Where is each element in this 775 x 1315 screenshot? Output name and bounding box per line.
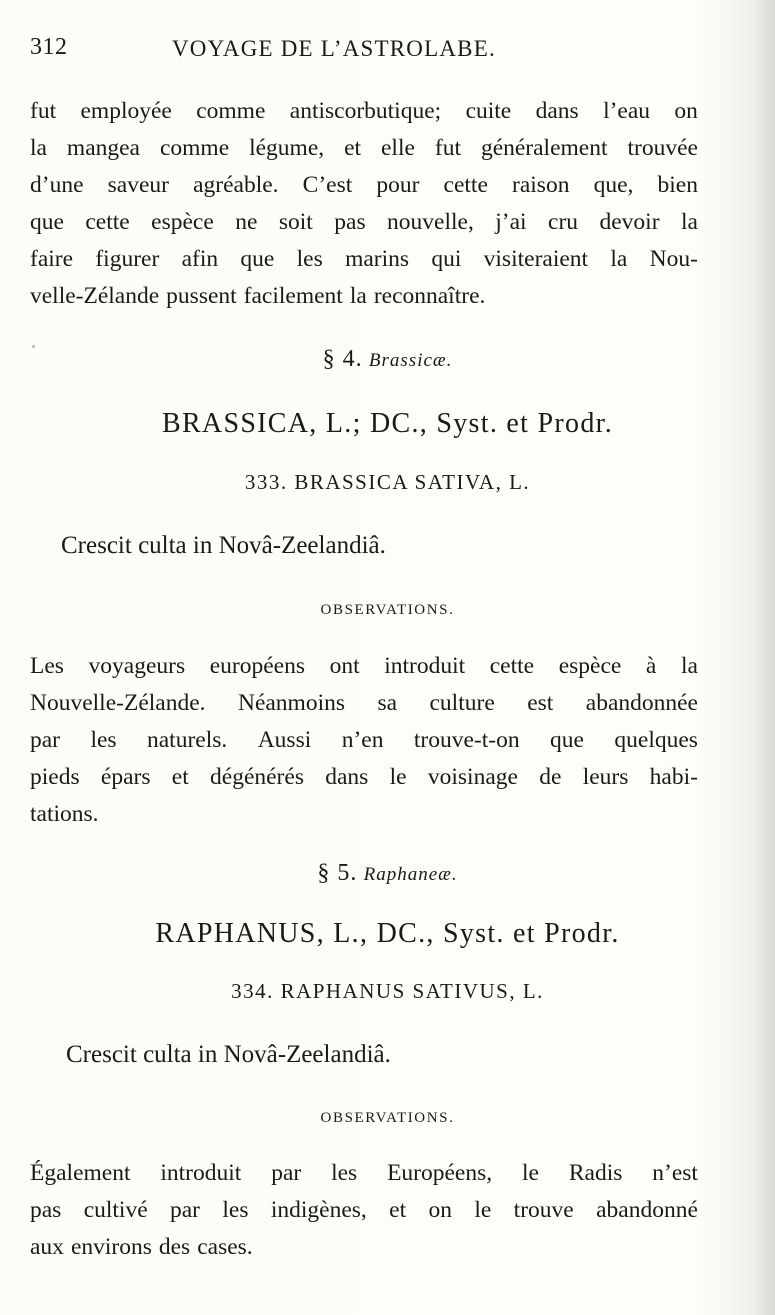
word: tations.: [30, 801, 99, 827]
text-line: [30, 130, 698, 167]
text-line: [30, 685, 698, 722]
word: on: [428, 1197, 452, 1223]
word: on: [674, 98, 698, 124]
word: habi-: [649, 764, 698, 790]
text-line: [30, 204, 698, 241]
word: C’est: [302, 172, 353, 198]
word: naturels.: [147, 727, 228, 753]
word: employée: [80, 98, 172, 124]
habitat-note-brassica: Crescit culta in Novâ-Zeelandiâ.: [61, 532, 386, 559]
word: pour: [376, 172, 420, 198]
observations-heading-text: OBSERVATIONS.: [320, 602, 455, 618]
word: que,: [593, 172, 634, 198]
genus-heading-brassica: BRASSICA, L.; DC., Syst. et Prodr.: [161, 408, 614, 439]
observations-heading: [0, 602, 775, 619]
word: que: [30, 209, 64, 235]
paragraph-antiscorbutic: [30, 93, 698, 315]
observations-heading-text: OBSERVATIONS.: [320, 1110, 455, 1126]
word: n’en: [341, 727, 384, 753]
word: cette: [85, 209, 130, 235]
word: raison: [512, 172, 570, 198]
word: cases.: [197, 1234, 253, 1260]
word: fut: [30, 98, 57, 124]
word: par: [170, 1197, 201, 1223]
word: épars: [100, 764, 151, 790]
word: comme: [196, 98, 266, 124]
word: les: [296, 246, 323, 272]
word: trouvée: [627, 135, 698, 161]
word: culture: [429, 690, 495, 716]
word: d’une: [30, 172, 84, 198]
word: facilement: [243, 283, 343, 309]
word: est: [527, 690, 554, 716]
word: et: [344, 135, 362, 161]
page-header: [30, 34, 725, 74]
word: abandonné: [596, 1197, 698, 1223]
word: pas: [30, 1197, 62, 1223]
word: agréable.: [193, 172, 279, 198]
word: indigènes,: [270, 1197, 367, 1223]
word: Nouvelle-Zélande.: [30, 690, 206, 716]
text-line: [30, 796, 698, 833]
word: Néanmoins: [237, 690, 346, 716]
word: reconnaître.: [373, 283, 486, 309]
word: trouve: [513, 1197, 574, 1223]
text-line: [30, 93, 698, 130]
word: cultivé: [83, 1197, 148, 1223]
word: l’eau: [603, 98, 651, 124]
word: nouvelle,: [387, 209, 474, 235]
word: environs: [70, 1234, 152, 1260]
word: les: [222, 1197, 249, 1223]
word: introduit: [160, 1160, 242, 1186]
word: figurer: [95, 246, 160, 272]
word: et: [389, 1197, 407, 1223]
word: j’ai: [495, 209, 527, 235]
word: Nou-: [649, 246, 698, 272]
word: la: [30, 135, 47, 161]
word: voisinage: [427, 764, 518, 790]
word: velle-Zélande: [30, 283, 160, 309]
word: la: [349, 283, 367, 309]
word: trouve-t-on: [413, 727, 520, 753]
word: comme: [159, 135, 230, 161]
word: légume,: [249, 135, 325, 161]
word: ne: [235, 209, 258, 235]
word: pussent: [166, 283, 237, 309]
word: dans: [325, 764, 369, 790]
word: de: [539, 764, 562, 790]
word: espèce: [151, 209, 214, 235]
word: cru: [548, 209, 579, 235]
word: par: [30, 727, 61, 753]
word: saveur: [107, 172, 169, 198]
observations-heading: [0, 1110, 775, 1127]
word: qui: [431, 246, 462, 272]
word: introduit: [384, 653, 466, 679]
text-line: [30, 278, 698, 315]
genus-heading-raphanus: RAPHANUS, L., DC., Syst. et Prodr.: [155, 918, 620, 949]
word: soit: [278, 209, 313, 235]
word: espèce: [558, 653, 622, 679]
word: pieds: [30, 764, 80, 790]
text-line: [30, 722, 698, 759]
word: généralement: [480, 135, 608, 161]
word: afin: [181, 246, 219, 272]
word: sa: [377, 690, 398, 716]
page-number: 312: [30, 34, 68, 60]
word: Radis: [568, 1160, 623, 1186]
word: et: [171, 764, 189, 790]
word: elle: [381, 135, 415, 161]
word: Aussi: [257, 727, 312, 753]
word: voyageurs: [88, 653, 186, 679]
word: quelques: [614, 727, 698, 753]
text-line: [30, 241, 698, 278]
word: visiteraient: [483, 246, 589, 272]
word: cuite: [465, 98, 512, 124]
word: mangea: [66, 135, 140, 161]
word: aux: [30, 1234, 64, 1260]
word: abandonnée: [585, 690, 698, 716]
word: fut: [434, 135, 461, 161]
word: bien: [657, 172, 698, 198]
section-heading-raphaneae: [0, 860, 775, 887]
running-head: VOYAGE DE L’ASTROLABE.: [172, 36, 496, 61]
word: devoir: [599, 209, 660, 235]
word: leurs: [582, 764, 629, 790]
word: le: [522, 1160, 539, 1186]
word: européens: [209, 653, 305, 679]
section-number: § 5.: [317, 860, 358, 886]
word: faire: [30, 246, 74, 272]
text-line: [30, 1192, 698, 1229]
word: dégénérés: [210, 764, 304, 790]
word: des: [158, 1234, 191, 1260]
word: ont: [329, 653, 360, 679]
word: antiscorbutique;: [289, 98, 442, 124]
word: Européens,: [387, 1160, 493, 1186]
species-heading-brassica-sativa: 333. BRASSICA SATIVA, L.: [244, 470, 531, 494]
word: la: [610, 246, 628, 272]
habitat-note-raphanus: Crescit culta in Novâ-Zeelandiâ.: [66, 1041, 391, 1068]
word: pas: [334, 209, 366, 235]
word: que: [240, 246, 275, 272]
word: marins: [345, 246, 410, 272]
text-line: [30, 648, 698, 685]
word: le: [474, 1197, 492, 1223]
text-line: [30, 1155, 698, 1192]
word: à: [645, 653, 657, 679]
paragraph-brassica-observations: [30, 648, 698, 833]
text-line: [30, 1229, 698, 1266]
word: les: [90, 727, 117, 753]
word: dans: [535, 98, 579, 124]
word: Les: [30, 653, 64, 679]
word: n’est: [652, 1160, 698, 1186]
section-name: Raphaneæ.: [363, 864, 458, 885]
word: les: [331, 1160, 358, 1186]
word: cette: [489, 653, 535, 679]
word: cette: [443, 172, 488, 198]
text-line: [30, 759, 698, 796]
species-heading-raphanus-sativus: 334. RAPHANUS SATIVUS, L.: [231, 979, 544, 1003]
word: la: [680, 209, 698, 235]
paragraph-raphanus-observations: [30, 1155, 698, 1266]
section-number: § 4.: [322, 346, 363, 372]
word: que: [550, 727, 584, 753]
text-line: [30, 167, 698, 204]
word: la: [680, 653, 698, 679]
section-heading-brassicae: [0, 346, 775, 373]
word: par: [271, 1160, 302, 1186]
section-name: Brassicæ.: [368, 350, 453, 371]
word: le: [389, 764, 407, 790]
word: Également: [30, 1160, 131, 1186]
